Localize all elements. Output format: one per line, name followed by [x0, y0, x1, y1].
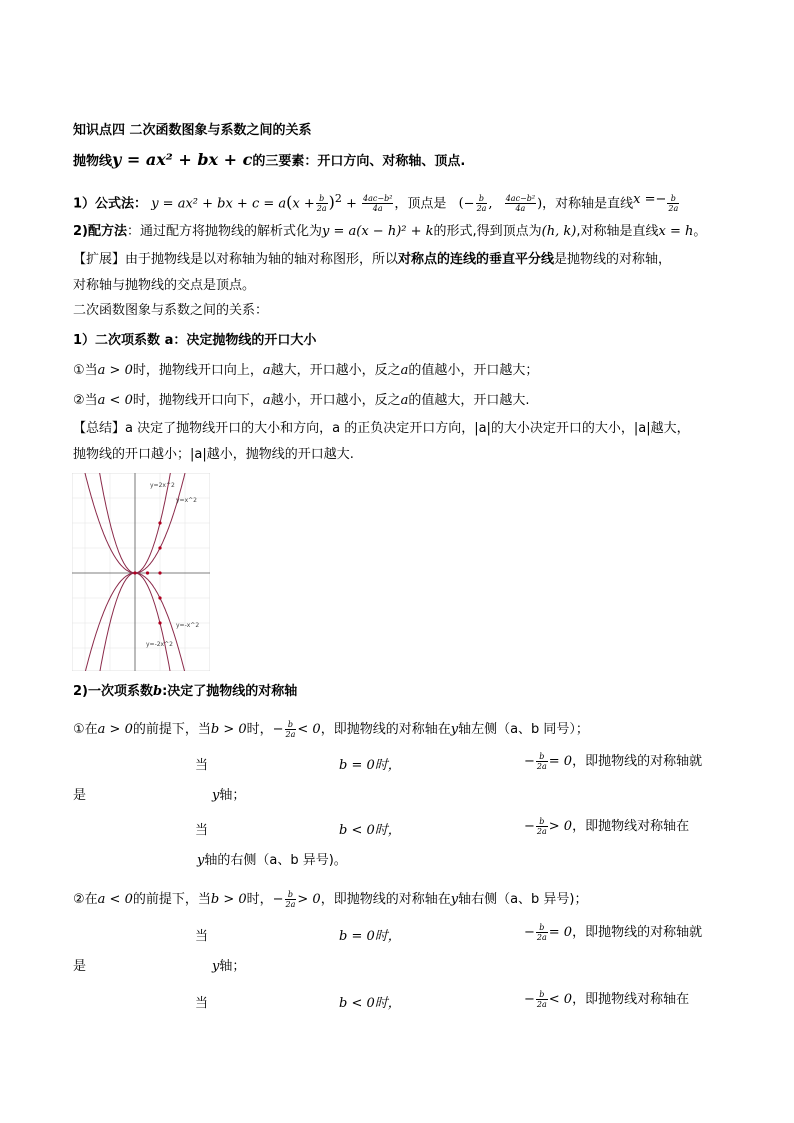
graph-point [133, 571, 136, 574]
linear-p2c-right: − $\frac{b}{2a}$ < 0，即抛物线对称轴在 [524, 990, 690, 1009]
vertex-paren-open: ( [458, 196, 464, 212]
summary-line-2: 抛物线的开口越小；|a|越小，抛物线的开口越大. [73, 447, 354, 462]
label-neg-x2: y=-x^2 [176, 622, 200, 629]
vertex-y-frac: $\frac{\text{4ac−b²}}{4a}$ [505, 194, 536, 214]
eq-paren-x: x + [292, 196, 315, 212]
three-elements-formula: y = ax² + bx + c [112, 150, 253, 169]
extension-line-2: 对称轴与抛物线的交点是顶点。 [73, 278, 256, 293]
graph-point [158, 621, 161, 624]
linear-p1b-y-axis: y轴； [212, 788, 246, 803]
linear-p2b-y-axis: y轴； [212, 959, 246, 974]
label-2x2: y=2x^2 [150, 482, 175, 489]
three-elements-line [73, 151, 465, 171]
label-x2: y=x^2 [176, 497, 197, 504]
plus-sign: + [346, 196, 357, 212]
axis-text: ，对称轴是直线 [542, 196, 634, 212]
vertex-text: ，顶点是 [394, 196, 447, 212]
linear-p2b-dang: 当 [195, 929, 209, 944]
graph-point [158, 596, 161, 599]
relation-title: 二次函数图象与系数之间的关系： [73, 303, 269, 318]
linear-p2c-dang: 当 [195, 996, 209, 1011]
paren-close: ) [328, 192, 335, 212]
graph-point [158, 521, 161, 524]
linear-p2b-cond: b = 0时， [339, 929, 401, 944]
vertex-neg: − [463, 196, 475, 212]
linear-p1c-cond: b < 0时， [339, 823, 401, 838]
linear-p1c-end: y轴的右侧（a、b 异号)。 [197, 853, 347, 868]
axis-h: x = h [658, 224, 694, 239]
label-neg-2x2: y=-2x^2 [146, 641, 173, 648]
linear-p2b-shi: 是 [73, 959, 87, 974]
section-title: 知识点四 二次函数图象与系数之间的关系 [73, 123, 312, 138]
formula-method-line [73, 190, 680, 213]
vertex-hk: (h, k) [541, 224, 577, 239]
summary-line-1: 【总结】a 决定了抛物线开口的大小和方向，a 的正负决定开口方向，|a|的大小决定开口的大小，|a|越大， [73, 421, 690, 436]
graph-point [146, 571, 149, 574]
linear-p1c-right: − $\frac{b}{2a}$ > 0，即抛物线对称轴在 [524, 817, 690, 836]
quad-coef-item-2: ②当a < 0时，抛物线开口向下，a越小，开口越小，反之a的值越大，开口越大. [73, 393, 530, 408]
extension-line-1: 【扩展】由于抛物线是以对称轴为轴的轴对称图形，所以对称点的连线的垂直平分线是抛物线的对称轴， [73, 252, 672, 267]
linear-p1b-shi: 是 [73, 788, 87, 803]
square-exp: 2 [334, 192, 342, 205]
vertex-x-frac: $\frac{b}{2a}$ [476, 194, 487, 214]
extension-bold: 对称点的连线的垂直平分线 [398, 252, 555, 267]
linear-p1c-dang: 当 [195, 823, 209, 838]
three-elements-suffix: 的三要素：开口方向、对称轴、顶点. [252, 154, 466, 169]
paren-open: ( [286, 192, 293, 212]
vertex-comma: , [488, 196, 493, 212]
vertex-form-formula: y = a(x − h)² + k [322, 224, 434, 239]
formula-method-eq: y = ax² + bx + c = a [151, 196, 287, 212]
quad-coef-item-1: ①当a > 0时，抛物线开口向上，a越大，开口越小，反之a的值越小，开口越大； [73, 363, 539, 378]
linear-p2c-cond: b < 0时， [339, 996, 401, 1011]
frac-b-2a: $\frac{b}{2a}$ [316, 194, 327, 214]
vertex-paren-close: ) [537, 196, 543, 212]
linear-p1: ①在a > 0的前提下，当b > 0时，− $\frac{b}{2a}$ < 0，即抛物线的对称轴在y轴左侧（a、b 同号）； [73, 720, 589, 739]
linear-p1b-dang: 当 [195, 758, 209, 773]
frac-4ac: $\frac{\text{4ac−b²}}{4a}$ [363, 194, 393, 214]
completing-square-label: 2)配方法 [73, 224, 127, 239]
graph-point [158, 571, 161, 574]
completing-square-line: 2)配方法：通过配方将抛物线的解析式化为y = a(x − h)² + k的形式,得到顶点为(h, k),对称轴是直线x = h。 [73, 224, 707, 239]
axis-x: x =− [633, 192, 667, 208]
three-elements-prefix: 抛物线 [73, 154, 113, 169]
linear-p1b-cond: b = 0时， [339, 758, 401, 773]
graph-point [158, 546, 161, 549]
linear-p2b-right: − $\frac{b}{2a}$ = 0，即抛物线的对称轴就 [524, 923, 703, 942]
linear-p1b-right: − $\frac{b}{2a}$ = 0，即抛物线的对称轴就 [524, 752, 703, 771]
axis-frac: $\frac{b}{2a}$ [668, 194, 679, 214]
parabola-graph [72, 473, 210, 671]
linear-coef-title: 2)一次项系数b:决定了抛物线的对称轴 [73, 684, 298, 699]
quad-coef-title: 1）二次项系数 a：决定抛物线的开口大小 [73, 333, 317, 348]
linear-p2: ②在a < 0的前提下，当b > 0时，− $\frac{b}{2a}$ > 0，即抛物线的对称轴在y轴右侧（a、b 异号)； [73, 890, 588, 909]
formula-method-label: 1）公式法： [73, 196, 148, 212]
